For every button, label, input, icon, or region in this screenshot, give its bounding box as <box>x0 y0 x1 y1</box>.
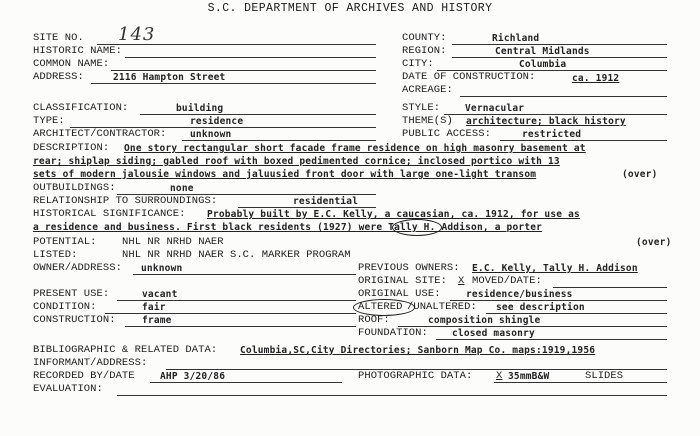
listed-label: LISTED: <box>33 249 78 261</box>
roof-line <box>398 326 667 327</box>
city-label: CITY: <box>402 58 434 70</box>
altered-label: ALTERED <box>358 301 403 313</box>
page-title: S.C. DEPARTMENT OF ARCHIVES AND HISTORY <box>207 2 493 15</box>
listed-options: NHL NR NRHD NAER S.C. MARKER PROGRAM <box>122 249 351 261</box>
region-line <box>452 57 667 58</box>
historical-significance-label: HISTORICAL SIGNIFICANCE: <box>33 208 186 220</box>
address-label: ADDRESS: <box>33 71 84 83</box>
significance-line-2: a residence and business. First black residents (1927) were Tally H. Addison, a porter <box>33 222 543 233</box>
original-use-label: ORIGINAL USE: <box>358 288 441 300</box>
city-value: Columbia <box>519 59 567 70</box>
altered-value: see description <box>496 302 585 313</box>
construction-line <box>125 326 356 327</box>
date-of-construction-label: DATE OF CONSTRUCTION: <box>402 71 536 83</box>
recorded-by-label: RECORDED BY/DATE <box>33 370 135 382</box>
architect-line <box>182 140 376 141</box>
circle-1927 <box>392 219 442 236</box>
evaluation-line <box>117 395 667 396</box>
historic-name-label: HISTORIC NAME: <box>33 45 122 57</box>
description-line-3: sets of modern jalousie windows and jaluusied front door with large one-light transom <box>33 169 537 180</box>
condition-value: fair <box>142 302 166 313</box>
photo-slides: SLIDES <box>585 370 624 382</box>
public-access-line <box>500 140 667 141</box>
site-no-label: SITE NO. <box>33 32 84 44</box>
type-label: TYPE: <box>33 115 65 127</box>
present-use-line <box>117 300 356 301</box>
themes-value: architecture; black history <box>466 116 626 127</box>
recorded-by-line <box>150 382 342 383</box>
original-site-label: ORIGINAL SITE: <box>358 275 447 287</box>
description-line-2: rear; shiplap siding; gabled roof with boxed pedimented cornice; inclosed portico with 13 <box>33 156 560 167</box>
outbuildings-value: none <box>170 183 194 194</box>
classification-line <box>140 114 376 115</box>
classification-value: building <box>176 103 224 114</box>
roof-label: ROOF: <box>358 314 390 326</box>
type-value: residence <box>190 116 244 127</box>
relationship-value: residential <box>293 196 359 207</box>
significance-line-1: Probably built by E.C. Kelly, a caucasian, ca. 1912, for use as <box>207 209 580 220</box>
previous-owners-value: E.C. Kelly, Tally H. Addison <box>472 263 638 274</box>
style-line <box>444 114 667 115</box>
photo-x: X <box>496 370 503 382</box>
informant-label: INFORMANT/ADDRESS: <box>33 357 148 369</box>
owner-address-label: OWNER/ADDRESS: <box>33 262 122 274</box>
owner-address-value: unknown <box>141 263 183 274</box>
foundation-label: FOUNDATION: <box>358 327 428 339</box>
common-name-line <box>111 70 376 71</box>
condition-line <box>105 313 356 314</box>
architect-value: unknown <box>190 129 232 140</box>
county-line <box>452 44 667 45</box>
themes-label: THEME(S) <box>402 115 453 127</box>
architect-label: ARCHITECT/CONTRACTOR: <box>33 128 167 140</box>
acreage-label: ACREAGE: <box>402 84 453 96</box>
county-value: Richland <box>492 33 540 44</box>
description-label: DESCRIPTION: <box>33 142 110 154</box>
foundation-line <box>436 339 667 340</box>
construction-label: CONSTRUCTION: <box>33 314 116 326</box>
bibliographic-value: Columbia,SC,City Directories; Sanborn Map Co. maps:1919,1956 <box>240 345 596 356</box>
photo-line <box>494 382 667 383</box>
historic-name-line <box>125 57 376 58</box>
region-label: REGION: <box>402 45 447 57</box>
moved-date-label: MOVED/DATE: <box>472 275 542 287</box>
present-use-value: vacant <box>142 289 178 300</box>
owner-address-line <box>133 274 356 275</box>
construction-value: frame <box>142 315 172 326</box>
date-of-construction-value: ca. 1912 <box>572 73 620 84</box>
description-line-1: One story rectangular short facade frame residence on high masonry basement at <box>124 143 586 154</box>
original-use-line <box>450 300 667 301</box>
previous-owners-label: PREVIOUS OWNERS: <box>358 262 460 274</box>
public-access-label: PUBLIC ACCESS: <box>402 128 491 140</box>
bibliographic-label: BIBLIOGRAPHIC & RELATED DATA: <box>33 344 218 356</box>
relationship-line <box>238 207 376 208</box>
original-use-value: residence/business <box>466 289 573 300</box>
classification-label: CLASSIFICATION: <box>33 102 129 114</box>
relationship-label: RELATIONSHIP TO SURROUNDINGS: <box>33 195 218 207</box>
foundation-value: closed masonry <box>452 328 535 339</box>
original-site-value: X <box>458 275 465 287</box>
potential-label: POTENTIAL: <box>33 236 97 248</box>
condition-label: CONDITION: <box>33 301 97 313</box>
address-value: 2116 Hampton Street <box>113 72 226 83</box>
region-value: Central Midlands <box>495 46 590 57</box>
county-label: COUNTY: <box>402 32 447 44</box>
acreage-line <box>460 96 667 97</box>
evaluation-label: EVALUATION: <box>33 383 103 395</box>
moved-date-line <box>553 287 667 288</box>
style-value: Vernacular <box>465 103 525 114</box>
potential-options: NHL NR NRHD NAER <box>122 236 224 248</box>
roof-value: composition shingle <box>428 315 541 326</box>
public-access-value: restricted <box>522 129 582 140</box>
significance-over: (over) <box>636 237 672 248</box>
present-use-label: PRESENT USE: <box>33 288 110 300</box>
style-label: STYLE: <box>402 102 441 114</box>
unaltered-label: /UNALTERED: <box>407 301 477 313</box>
altered-line <box>486 313 667 314</box>
common-name-label: COMMON NAME: <box>33 58 110 70</box>
site-no-line <box>97 44 376 45</box>
site-no-value: 143 <box>118 24 156 45</box>
description-over: (over) <box>622 169 658 180</box>
photo-type: 35mmB&W <box>508 371 550 382</box>
photographic-data-label: PHOTOGRAPHIC DATA: <box>358 370 473 382</box>
outbuildings-label: OUTBUILDINGS: <box>33 182 116 194</box>
address-line <box>91 83 376 84</box>
recorded-by-value: AHP 3/20/86 <box>160 371 226 382</box>
